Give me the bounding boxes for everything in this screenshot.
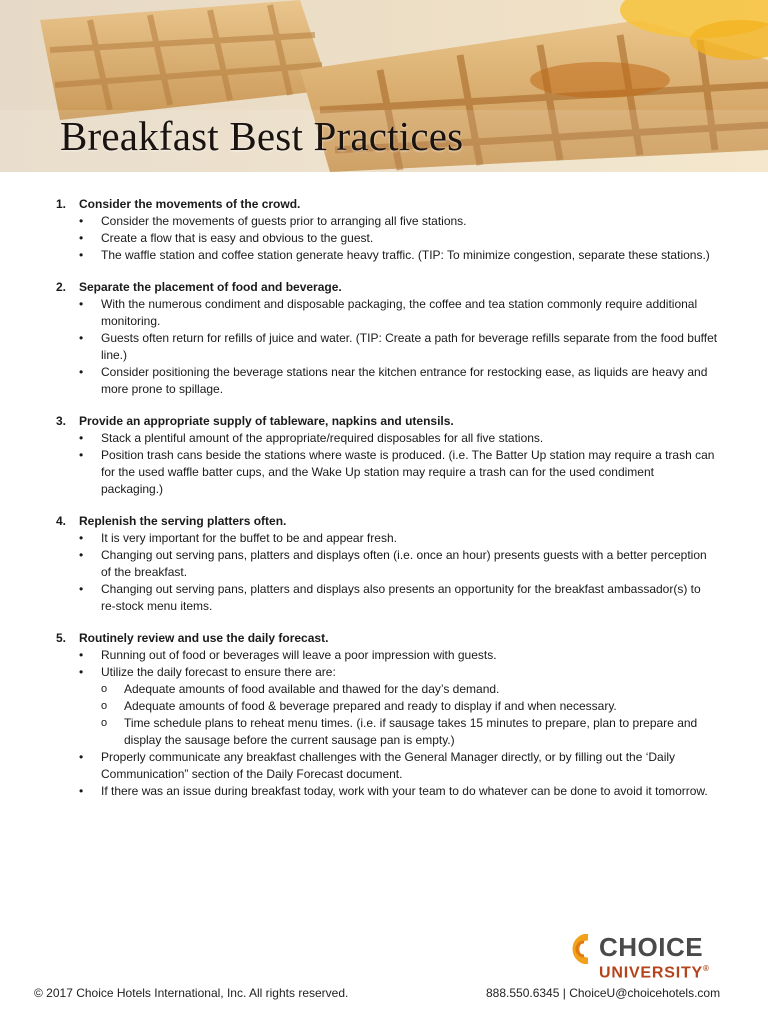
circle-bullet-icon: o xyxy=(101,700,108,712)
copyright-text: © 2017 Choice Hotels International, Inc. All rights reserved. xyxy=(34,986,349,1000)
circle-bullet-icon: o xyxy=(101,683,108,695)
list-item: • Properly communicate any breakfast challenges with the General Manager directly, or by filling out the ‘Daily Communication” section of the Daily Forecast document. xyxy=(79,750,676,781)
section-number: 4. xyxy=(56,514,67,528)
section-2 xyxy=(0,279,768,398)
bullet-icon: • xyxy=(79,648,84,662)
list-item: • Guests often return for refills of juice and water. (TIP: Create a path for beverage refills separate from the food buffet line.) xyxy=(79,331,718,362)
section-title: Replenish the serving platters often. xyxy=(79,514,287,528)
sub-list-item: o Adequate amounts of food available and thawed for the day’s demand. xyxy=(101,682,500,696)
list-item: • The waffle station and coffee station generate heavy traffic. (TIP: To minimize congestion, separate these stations.) xyxy=(79,248,710,262)
section-1 xyxy=(0,196,768,264)
section-heading xyxy=(0,630,768,647)
list-item: • Stack a plentiful amount of the appropriate/required disposables for all five stations. xyxy=(79,431,544,445)
section-title: Routinely review and use the daily forecast. xyxy=(79,631,329,645)
list-item: • Create a flow that is easy and obvious to the guest. xyxy=(79,231,374,245)
section-3 xyxy=(0,413,768,498)
section-heading xyxy=(0,513,768,530)
section-heading xyxy=(0,196,768,213)
section-5 xyxy=(0,630,768,800)
contact-text: 888.550.6345 | ChoiceU@choicehotels.com xyxy=(486,986,721,1000)
list-item: • It is very important for the buffet to be and appear fresh. xyxy=(79,531,397,545)
bullet-icon: • xyxy=(79,331,84,345)
list-item: • If there was an issue during breakfast today, work with your team to do whatever can be done to avoid it tomorrow. xyxy=(79,784,708,798)
logo-brand-text: CHOICE xyxy=(599,932,704,962)
practices-list xyxy=(0,196,768,815)
list-item: • Changing out serving pans, platters and displays also presents an opportunity for the breakfast ambassador(s) to re-stock menu items. xyxy=(79,582,701,613)
bullet-icon: • xyxy=(79,531,84,545)
list-item: • With the numerous condiment and disposable packaging, the coffee and tea station commonly require additional monitoring. xyxy=(79,297,698,328)
choice-university-logo xyxy=(566,932,726,984)
bullet-icon: • xyxy=(79,231,84,245)
bullet-icon: • xyxy=(79,431,84,445)
section-number: 5. xyxy=(56,631,67,645)
list-item: • Running out of food or beverages will leave a poor impression with guests. xyxy=(79,648,497,662)
list-item: • Position trash cans beside the stations where waste is produced. (i.e. The Batter Up station may require a trash can for the used waffle batter cups, and the Wake Up station may require a trash can for the used condiment packaging.) xyxy=(79,448,715,496)
bullet-icon: • xyxy=(79,750,84,764)
list-item: • Changing out serving pans, platters and displays often (i.e. once an hour) presents guests with a better perception of the breakfast. xyxy=(79,548,707,579)
section-number: 1. xyxy=(56,197,67,211)
page-title: Breakfast Best Practices xyxy=(60,113,464,159)
choice-c-logo-icon xyxy=(566,934,594,964)
section-number: 2. xyxy=(56,280,67,294)
bullet-icon: • xyxy=(79,365,84,379)
bullet-icon: • xyxy=(79,297,84,311)
list-item: • Consider the movements of guests prior to arranging all five stations. xyxy=(79,214,467,228)
section-title: Separate the placement of food and beverage. xyxy=(79,280,342,294)
bullet-icon: • xyxy=(79,214,84,228)
list-item: • Utilize the daily forecast to ensure there are: xyxy=(79,665,336,679)
section-title: Consider the movements of the crowd. xyxy=(79,197,301,211)
bullet-icon: • xyxy=(79,548,84,562)
bullet-icon: • xyxy=(79,784,84,798)
logo-sub-text: UNIVERSITY® xyxy=(599,964,710,982)
list-item: • Consider positioning the beverage stations near the kitchen entrance for restocking ease, as liquids are heavy and more prone to spillage. xyxy=(79,365,708,396)
section-title: Provide an appropriate supply of tableware, napkins and utensils. xyxy=(79,414,454,428)
circle-bullet-icon: o xyxy=(101,717,108,729)
section-heading xyxy=(0,413,768,430)
bullet-icon: • xyxy=(79,665,84,679)
sub-list-item: o Adequate amounts of food & beverage prepared and ready to display if and when necessary. xyxy=(101,699,617,713)
sub-list-item: o Time schedule plans to reheat menu times. (i.e. if sausage takes 15 minutes to prepare, plan to prepare and display the sausage before the current sausage pan is empty.) xyxy=(101,716,698,747)
bullet-icon: • xyxy=(79,248,84,262)
section-4 xyxy=(0,513,768,615)
section-heading xyxy=(0,279,768,296)
section-number: 3. xyxy=(56,414,67,428)
bullet-icon: • xyxy=(79,582,84,596)
bullet-icon: • xyxy=(79,448,84,462)
